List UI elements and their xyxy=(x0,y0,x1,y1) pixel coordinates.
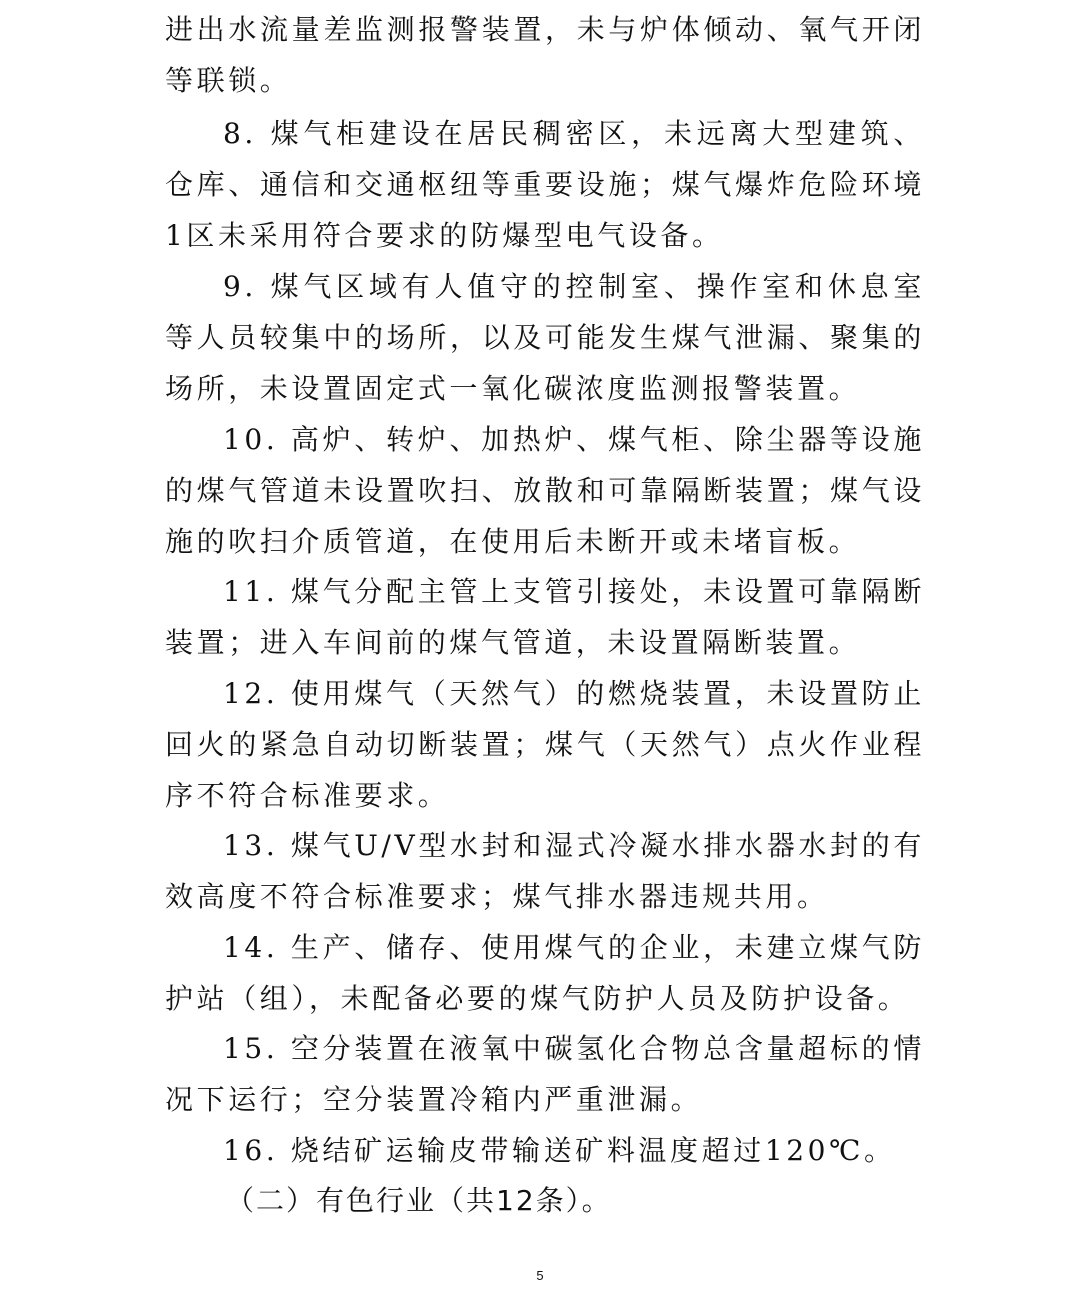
paragraph-item-13: 13. 煤气U/V型水封和湿式冷凝水排水器水封的有效高度不符合标准要求；煤气排水器违规共用。 xyxy=(165,829,925,913)
section-heading: （二）有色行业（共12条）。 xyxy=(226,1184,612,1217)
page-number: 5 xyxy=(536,1268,544,1283)
paragraph-item-15: 15. 空分装置在液氧中碳氢化合物总含量超标的情况下运行；空分装置冷箱内严重泄漏。 xyxy=(165,1032,925,1116)
paragraph-item-10: 10. 高炉、转炉、加热炉、煤气柜、除尘器等设施的煤气管道未设置吹扫、放散和可靠隔断装置；煤气设施的吹扫介质管道，在使用后未断开或未堵盲板。 xyxy=(165,423,925,558)
paragraph-item-16: 16. 烧结矿运输皮带输送矿料温度超过120℃。 xyxy=(223,1134,896,1167)
paragraph-item-12: 12. 使用煤气（天然气）的燃烧装置，未设置防止回火的紧急自动切断装置；煤气（天然气）点火作业程序不符合标准要求。 xyxy=(165,677,925,812)
paragraph-item-9: 9. 煤气区域有人值守的控制室、操作室和休息室等人员较集中的场所，以及可能发生煤气泄漏、聚集的场所，未设置固定式一氧化碳浓度监测报警装置。 xyxy=(165,270,925,405)
paragraph-item-7-continued: 进出水流量差监测报警装置，未与炉体倾动、氧气开闭等联锁。 xyxy=(165,13,925,97)
paragraph-item-11: 11. 煤气分配主管上支管引接处，未设置可靠隔断装置；进入车间前的煤气管道，未设置隔断装置。 xyxy=(165,575,925,659)
paragraph-item-8: 8. 煤气柜建设在居民稠密区，未远离大型建筑、仓库、通信和交通枢纽等重要设施；煤气爆炸危险环境1区未采用符合要求的防爆型电气设备。 xyxy=(165,117,925,252)
paragraph-item-14: 14. 生产、储存、使用煤气的企业，未建立煤气防护站（组），未配备必要的煤气防护人员及防护设备。 xyxy=(165,931,925,1015)
